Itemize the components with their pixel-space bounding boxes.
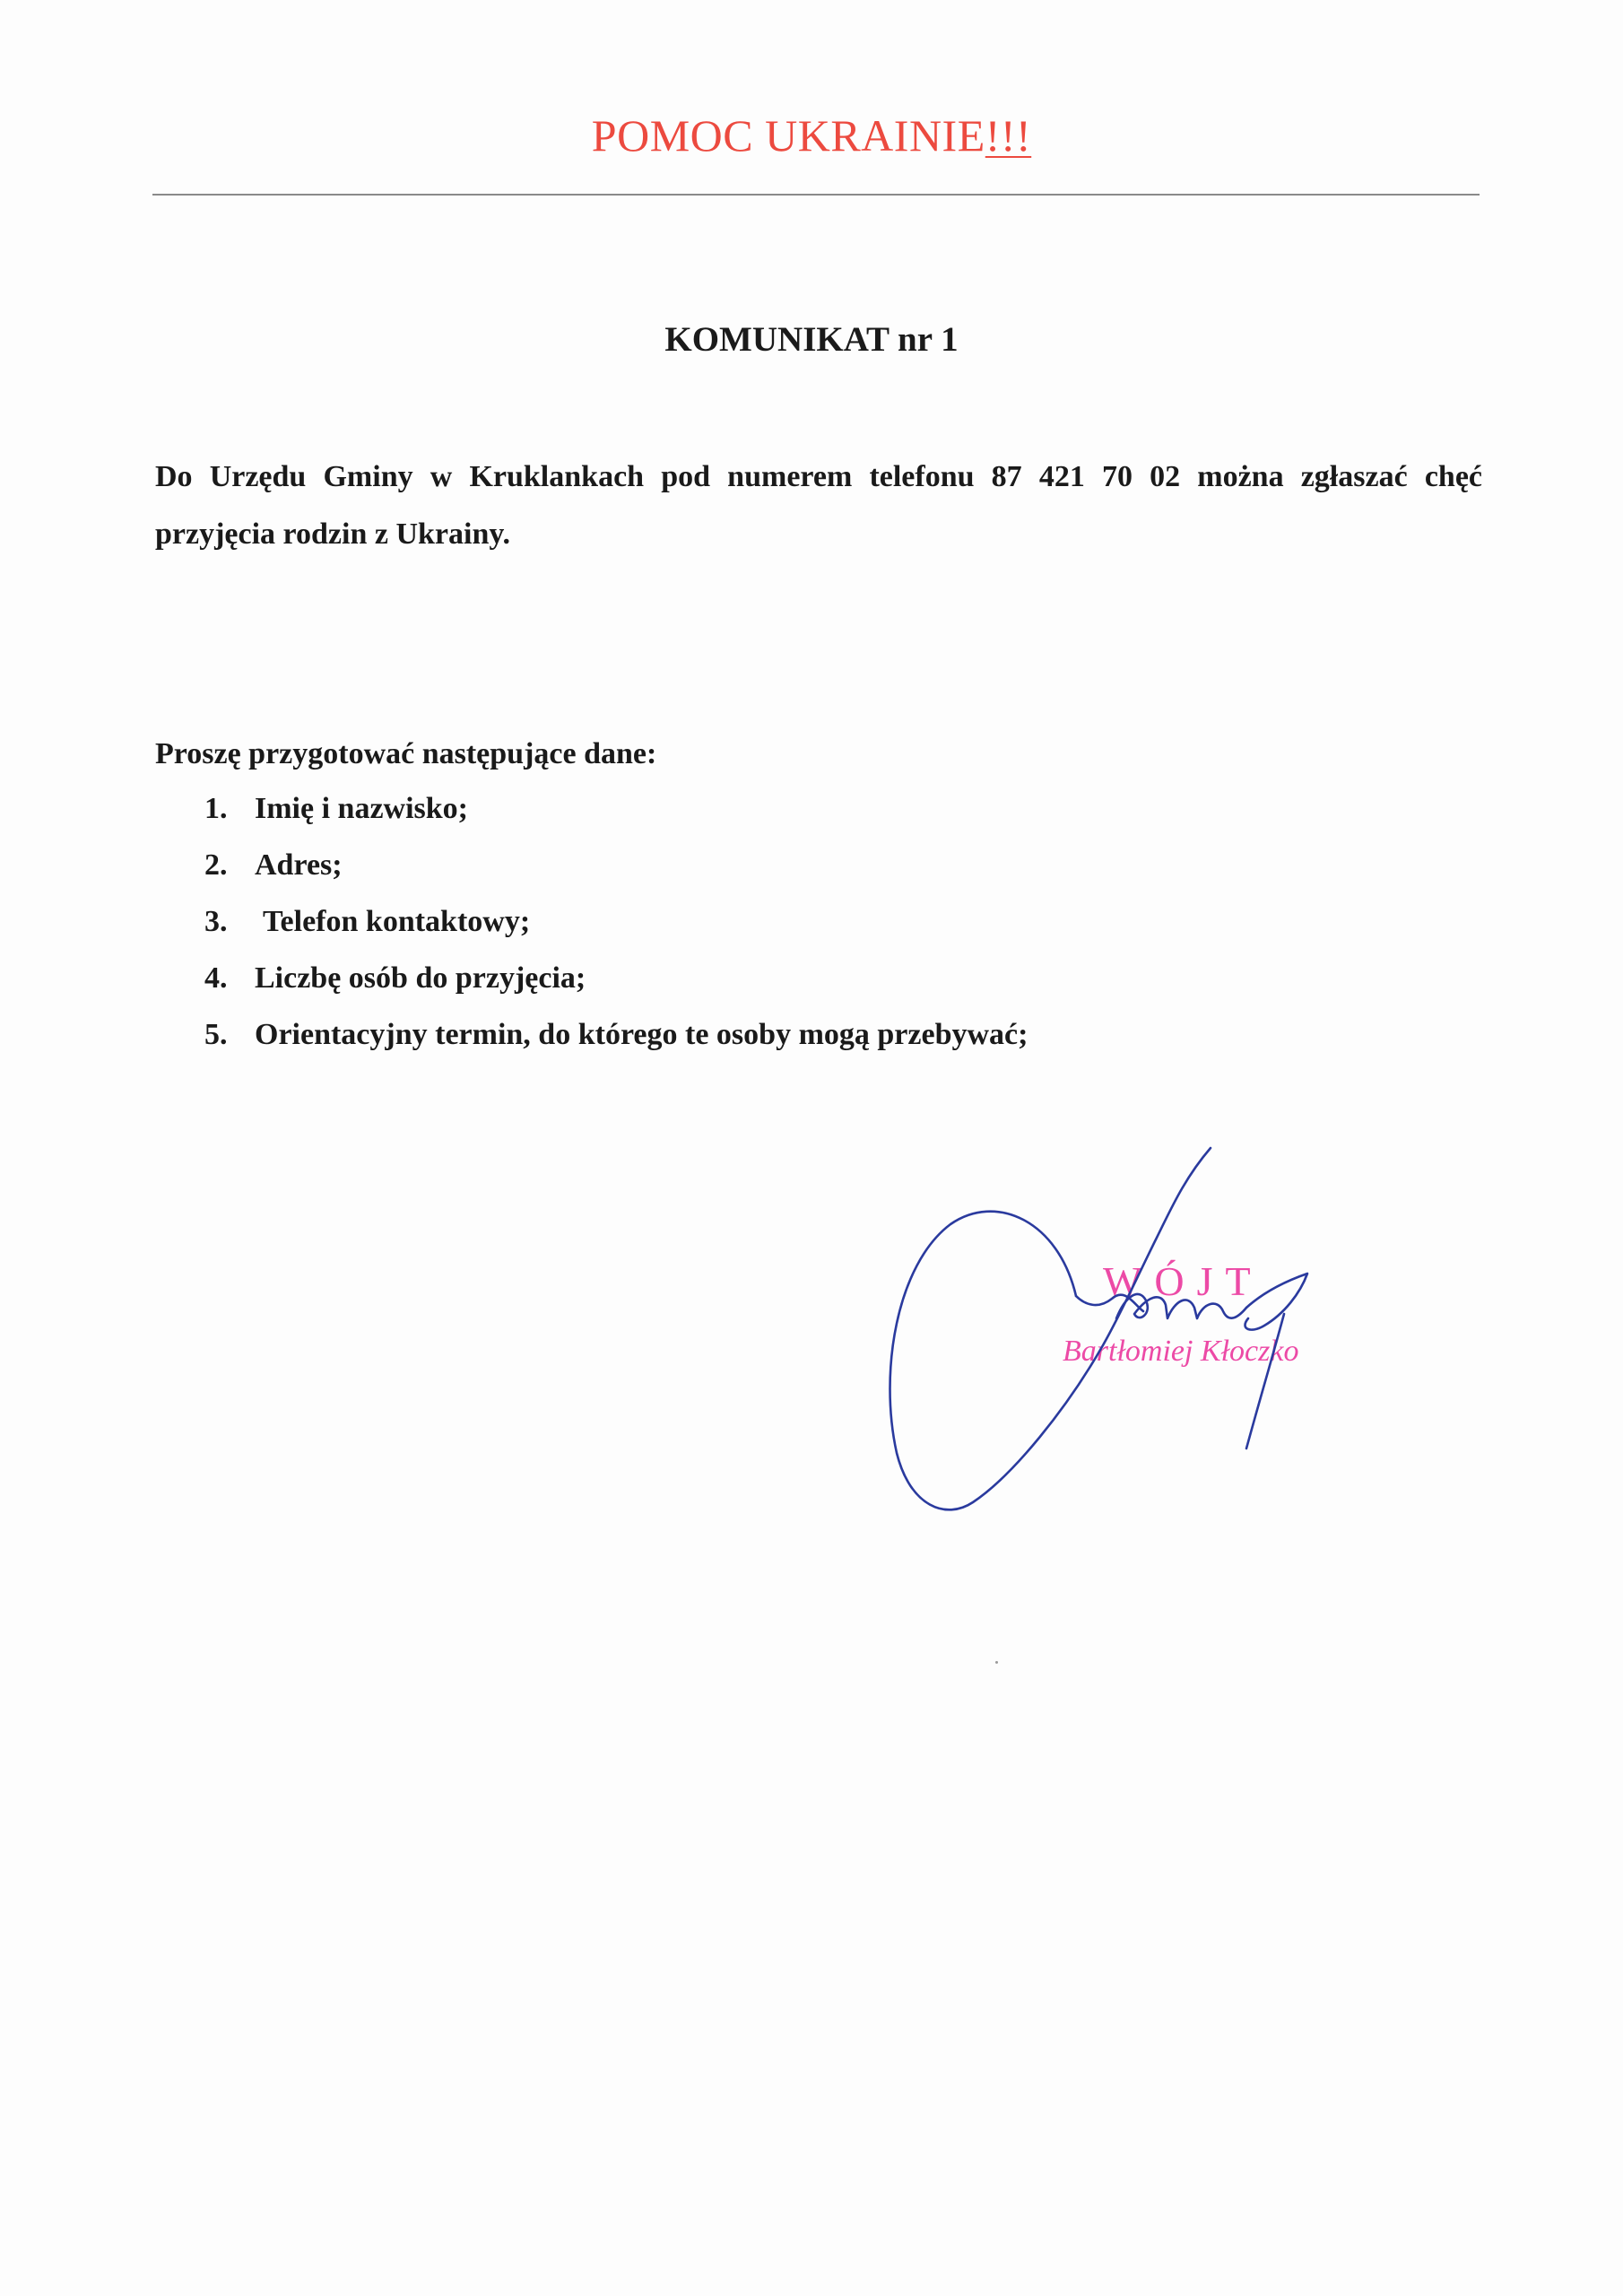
list-item-number: 2.: [204, 848, 228, 882]
scan-speck: [995, 1661, 998, 1664]
list-lead-text: Proszę przygotować następujące dane:: [155, 737, 657, 770]
list-item-number: 5.: [204, 1018, 228, 1051]
list-item-number: 1.: [204, 792, 228, 825]
required-data-list: [204, 789, 1028, 1072]
stamp-title: WÓJT: [1103, 1258, 1263, 1304]
page-header-title: [0, 109, 1623, 161]
list-item-text: Orientacyjny termin, do którego te osoby mogą przebywać;: [255, 1018, 1028, 1051]
list-item: [204, 789, 1028, 846]
list-item-text: Imię i nazwisko;: [255, 792, 468, 825]
list-item: [204, 846, 1028, 902]
list-item: [204, 959, 1028, 1015]
list-item-text: Telefon kontaktowy;: [263, 905, 531, 938]
header-title-exclaim: !!!: [985, 110, 1032, 161]
list-item: [204, 1015, 1028, 1072]
signature-block: [879, 1139, 1345, 1534]
header-divider: [152, 194, 1480, 196]
list-item-text: Adres;: [255, 848, 343, 882]
list-item-number: 3.: [204, 905, 228, 938]
intro-line-1: Do Urzędu Gminy w Kruklankach pod numerem telefonu 87 421 70 02 można zgłaszać chęć: [155, 460, 1482, 493]
intro-line-2: przyjęcia rodzin z Ukrainy.: [155, 517, 510, 551]
header-title-text: POMOC UKRAINIE: [591, 110, 985, 161]
list-item-number: 4.: [204, 961, 228, 995]
document-heading: KOMUNIKAT nr 1: [664, 320, 959, 359]
stamp-name: Bartłomiej Kłoczko: [1063, 1335, 1299, 1368]
handwritten-signature: [879, 1139, 1345, 1534]
list-item-text: Liczbę osób do przyjęcia;: [255, 961, 586, 995]
list-item: [204, 902, 1028, 959]
intro-paragraph: [155, 448, 1482, 563]
